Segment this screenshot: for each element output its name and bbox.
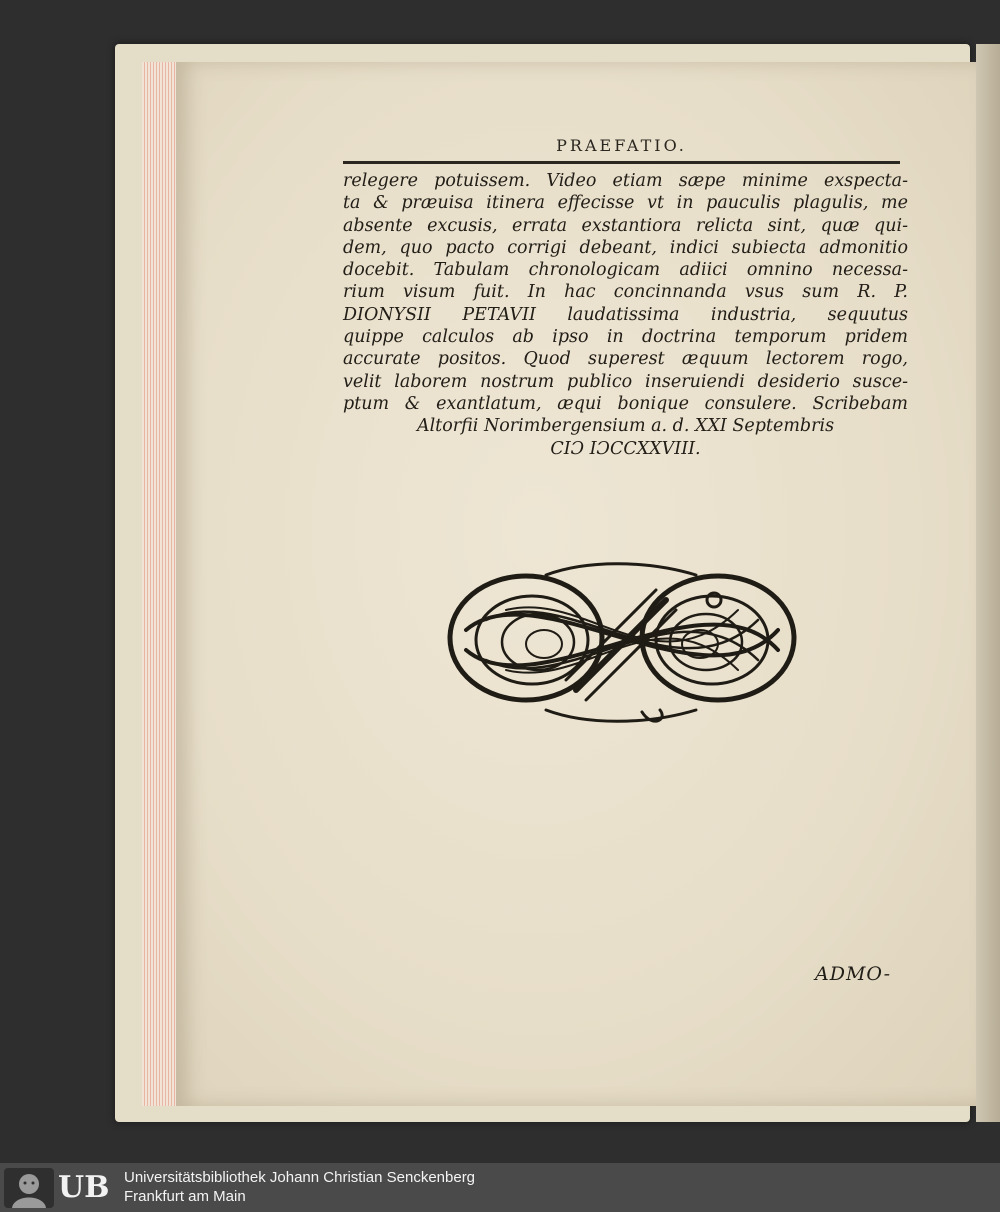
catchword: ADMO- xyxy=(815,963,892,985)
text-line: absente excusis, errata exstantiora relicta sint, quæ qui- xyxy=(343,215,908,236)
portrait-icon xyxy=(4,1168,54,1208)
text-line: rium visum fuit. In hac concinnanda vsus sum R. P. xyxy=(343,282,908,303)
running-head: PRAEFATIO. xyxy=(556,136,687,155)
text-line: Altorfii Norimbergensium a. d. XXI Septembris xyxy=(416,416,835,437)
page-edges xyxy=(142,62,176,1106)
text-line: dem, quo pacto corrigi debeant, indici subiecta admonitio xyxy=(343,237,908,258)
ub-logo-text: UB xyxy=(58,1170,110,1205)
facing-page-edge xyxy=(976,44,1000,1122)
text-line: DIONYSII PETAVII laudatissima industria, sequutus xyxy=(343,304,908,325)
text-line: quippe calculos ab ipso in doctrina temporum pridem xyxy=(343,327,908,348)
text-line: accurate positos. Quod superest æquum lectorem rogo, xyxy=(343,349,908,370)
text-line: docebit. Tabulam chronologicam adiici omnino necessa- xyxy=(343,260,908,281)
library-city: Frankfurt am Main xyxy=(124,1188,246,1205)
date-line: CIƆ IƆCCXXVIII. xyxy=(550,438,701,459)
library-footer xyxy=(0,1163,1000,1212)
body-text xyxy=(343,170,908,460)
text-line: ptum & exantlatum, æqui bonique consulere. Scribebam xyxy=(343,393,908,414)
calligraphic-ornament xyxy=(446,560,798,730)
text-line: ta & præuisa itinera effecisse vt in pauculis plagulis, me xyxy=(343,193,908,214)
library-name: Universitätsbibliothek Johann Christian Senckenberg xyxy=(124,1169,476,1186)
text-line: velit laborem nostrum publico inseruiendi desiderio susce- xyxy=(343,371,908,392)
ub-logo[interactable] xyxy=(4,1168,116,1208)
text-line: relegere potuissem. Video etiam sæpe minime exspecta- xyxy=(343,171,908,191)
header-rule xyxy=(343,161,900,164)
